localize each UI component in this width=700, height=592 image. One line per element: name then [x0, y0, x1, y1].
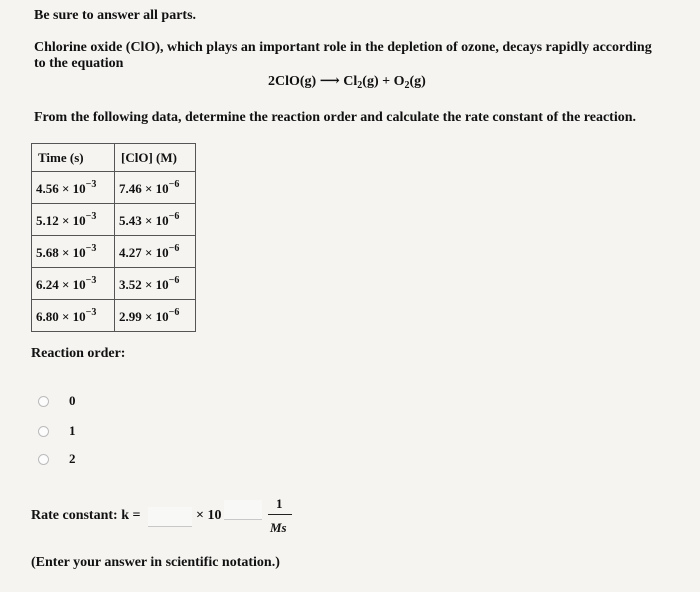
times-ten-label: × 10 — [196, 508, 222, 523]
order-option-2[interactable] — [38, 450, 76, 468]
table-row — [32, 204, 196, 236]
eq-plus: + — [382, 74, 391, 89]
cell-time: $6.80 \times 10^{-3}$ — [32, 300, 115, 332]
mantissa-input[interactable] — [148, 507, 192, 527]
scientific-notation-note: (Enter your answer in scientific notation.) — [31, 555, 280, 570]
reaction-equation — [268, 73, 426, 91]
cell-time: $5.12 \times 10^{-3}$ — [32, 204, 115, 236]
radio-order-2[interactable] — [38, 454, 49, 465]
header-time: Time (s) — [32, 144, 115, 172]
cell-time: $6.24 \times 10^{-3}$ — [32, 268, 115, 300]
order-option-label: 0 — [69, 393, 76, 408]
unit-numerator: 1 — [276, 496, 283, 511]
cell-concentration: $2.99 \times 10^{-6}$ — [115, 300, 196, 332]
table-row — [32, 236, 196, 268]
table-header-row — [32, 144, 196, 172]
radio-order-0[interactable] — [38, 396, 49, 407]
eq-arrow: ⟶ — [319, 74, 340, 89]
header-concentration: [ClO] (M) — [115, 144, 196, 172]
unit-denominator: Ms — [270, 520, 287, 535]
order-option-0[interactable] — [38, 392, 76, 410]
eq-product-1: $Cl_2(g)$ — [343, 74, 379, 91]
table-row — [32, 300, 196, 332]
table-row — [32, 268, 196, 300]
cell-time: $5.68 \times 10^{-3}$ — [32, 236, 115, 268]
fraction-bar — [268, 514, 292, 515]
cell-concentration: $3.52 \times 10^{-6}$ — [115, 268, 196, 300]
cell-concentration: $4.27 \times 10^{-6}$ — [115, 236, 196, 268]
table-row — [32, 172, 196, 204]
cell-concentration: $7.46 \times 10^{-6}$ — [115, 172, 196, 204]
eq-product-2: $O_2(g)$ — [393, 74, 426, 91]
eq-reactant: 2ClO(g) — [268, 74, 317, 89]
cell-concentration: $5.43 \times 10^{-6}$ — [115, 204, 196, 236]
question-text: From the following data, determine the reaction order and calculate the rate constant of the reaction. — [34, 110, 637, 125]
intro-text: Chlorine oxide (ClO), which plays an important role in the depletion of ozone, decays rapidly according to the equation — [34, 40, 652, 71]
data-table — [31, 143, 196, 332]
reaction-order-label: Reaction order: — [31, 346, 126, 361]
exponent-input[interactable] — [224, 500, 262, 520]
cell-time: $4.56 \times 10^{-3}$ — [32, 172, 115, 204]
rate-constant-label: Rate constant: k = — [31, 508, 141, 523]
order-option-1[interactable] — [38, 422, 76, 440]
radio-order-1[interactable] — [38, 426, 49, 437]
order-option-label: 1 — [69, 423, 76, 438]
instructions: Be sure to answer all parts. — [34, 8, 197, 23]
order-option-label: 2 — [69, 451, 76, 466]
